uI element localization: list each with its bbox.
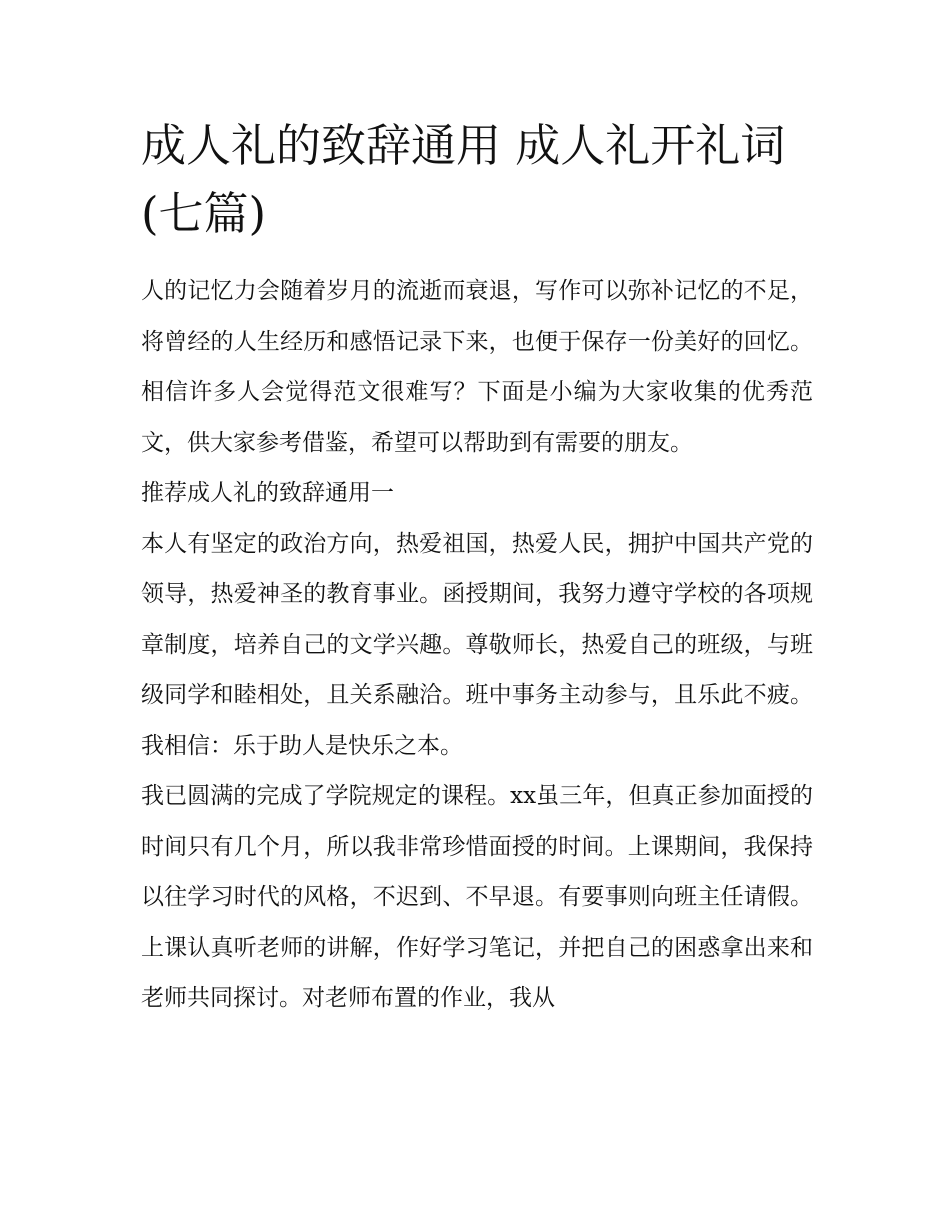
section-heading: 推荐成人礼的致辞通用一	[141, 480, 394, 506]
document-page	[141, 112, 813, 1024]
intro-paragraph: 人的记忆力会随着岁月的流逝而衰退，写作可以弥补记忆的不足，将曾经的人生经历和感悟记录下来，也便于保存一份美好的回忆。相信许多人会觉得范文很难写？下面是小编为大家收集的优秀范文，供大家参考借鉴，希望可以帮助到有需要的朋友。	[141, 278, 813, 456]
document-title: 成人礼的致辞通用 成人礼开礼词(七篇)	[141, 119, 786, 240]
body-paragraph-2: 我已圆满的完成了学院规定的课程。xx虽三年，但真正参加面授的时间只有几个月，所以我非常珍惜面授的时间。上课期间，我保持以往学习时代的风格，不迟到、不早退。有要事则向班主任请假。上课认真听老师的讲解，作好学习笔记，并把自己的困惑拿出来和老师共同探讨。对老师布置的作业，我从	[141, 783, 813, 1011]
body-paragraph-1: 本人有坚定的政治方向，热爱祖国，热爱人民，拥护中国共产党的领导，热爱神圣的教育事业。函授期间，我努力遵守学校的各项规章制度，培养自己的文学兴趣。尊敬师长，热爱自己的班级，与班级同学和睦相处，且关系融洽。班中事务主动参与，且乐此不疲。我相信：乐于助人是快乐之本。	[141, 530, 813, 759]
document-body	[141, 266, 813, 1024]
